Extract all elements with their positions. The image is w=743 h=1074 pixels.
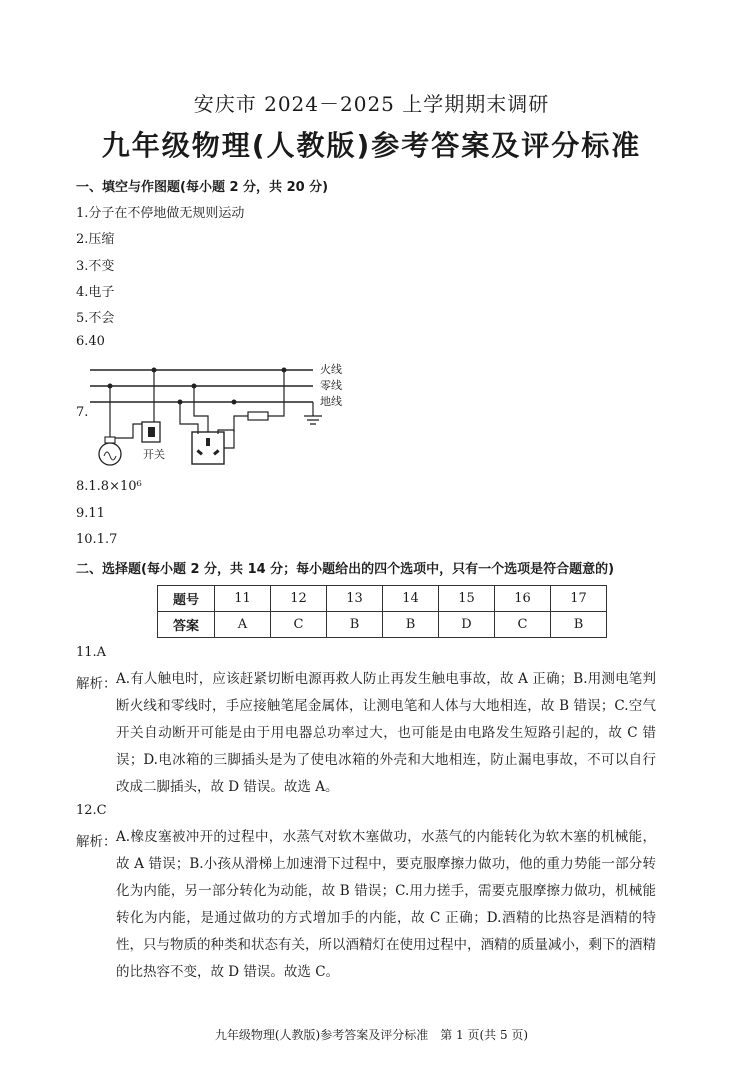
table-cell: C	[271, 612, 327, 638]
answer-9: 9.11	[76, 506, 105, 521]
page-subtitle: 九年级物理(人教版)参考答案及评分标准	[101, 129, 642, 162]
table-cell: D	[439, 612, 495, 638]
lamp-icon	[99, 437, 121, 465]
table-cell: B	[327, 612, 383, 638]
answer-8: 8.1.8×10⁶	[76, 479, 142, 494]
junction-dot	[178, 400, 183, 405]
answer-1: 1.分子在不停地做无规则运动	[76, 206, 245, 221]
live-wire-label: 火线	[320, 363, 342, 376]
answer-6: 6.40	[76, 334, 105, 349]
answer-2: 2.压缩	[76, 232, 115, 247]
explanation-label: 解析：	[76, 834, 117, 850]
table-cell: 15	[439, 586, 495, 612]
junction-dot	[232, 400, 237, 405]
table-cell: 12	[271, 586, 327, 612]
fuse-icon	[248, 412, 268, 420]
table-cell: 17	[551, 586, 607, 612]
table-cell: A	[215, 612, 271, 638]
answer-12: 12.C	[76, 803, 107, 818]
page-title: 安庆市 2024－2025 上学期期末调研	[193, 92, 550, 116]
table-row	[158, 586, 607, 612]
switch-label: 开关	[143, 448, 165, 461]
answer-10: 10.1.7	[76, 532, 118, 547]
table-header-cell: 题号	[158, 586, 215, 612]
table-cell: B	[551, 612, 607, 638]
table-row	[158, 612, 607, 638]
table-cell: C	[495, 612, 551, 638]
explanation-11	[116, 666, 656, 801]
ground-wire-label: 地线	[320, 395, 342, 408]
section-2-heading: 二、选择题(每小题 2 分，共 14 分；每小题给出的四个选项中，只有一个选项是符合题意的)	[76, 562, 615, 577]
table-cell: 14	[383, 586, 439, 612]
answer-7-label: 7.	[76, 405, 89, 420]
answer-3: 3.不变	[76, 259, 115, 274]
explanation-label: 解析：	[76, 676, 117, 692]
table-cell: 11	[215, 586, 271, 612]
section-1-heading: 一、填空与作图题(每小题 2 分，共 20 分)	[76, 180, 329, 195]
page-footer: 九年级物理(人教版)参考答案及评分标准 第 1 页(共 5 页)	[214, 1028, 529, 1042]
switch-icon	[142, 422, 160, 442]
neutral-wire-label: 零线	[320, 379, 342, 392]
answer-4: 4.电子	[76, 285, 115, 300]
explanation-text: A.有人触电时，应该赶紧切断电源再救人防止再发生触电事故，故 A 正确；B.用测电笔判断火线和零线时，手应接触笔尾金属体，让测电笔和人体与大地相连，故 B 错误；C.空气开关自动断开可能是由于用电器总功率过大，也可能是由电路发生短路引起的，故 C 错误；D.电冰箱的三脚插头是为了使电冰箱的外壳和大地相连，防止漏电事故，不可以自行改成二脚插头，故 D 错误。故选 A。	[116, 671, 656, 795]
answer-table	[157, 585, 607, 638]
table-cell: 13	[327, 586, 383, 612]
socket-icon	[192, 432, 224, 464]
explanation-text: A.橡皮塞被冲开的过程中，水蒸气对软木塞做功，水蒸气的内能转化为软木塞的机械能，故 A 错误；B.小孩从滑梯上加速滑下过程中，要克服摩擦力做功，他的重力势能一部分转化为内能，另一部分转化为动能，故 B 错误；C.用力搓手，需要克服摩擦力做功，机械能转化为内能，是通过做功的方式增加手的内能，故 C 正确；D.酒精的比热容是酒精的特性，只与物质的种类和状态有关，所以酒精灯在使用过程中，酒精的质量减小，剩下的酒精的比热容不变，故 D 错误。故选 C。	[116, 829, 656, 980]
answer-5: 5.不会	[76, 311, 115, 326]
explanation-12	[116, 824, 656, 986]
circuit-diagram	[88, 358, 358, 470]
table-cell: B	[383, 612, 439, 638]
table-cell: 16	[495, 586, 551, 612]
answer-11: 11.A	[76, 645, 107, 660]
table-header-cell: 答案	[158, 612, 215, 638]
